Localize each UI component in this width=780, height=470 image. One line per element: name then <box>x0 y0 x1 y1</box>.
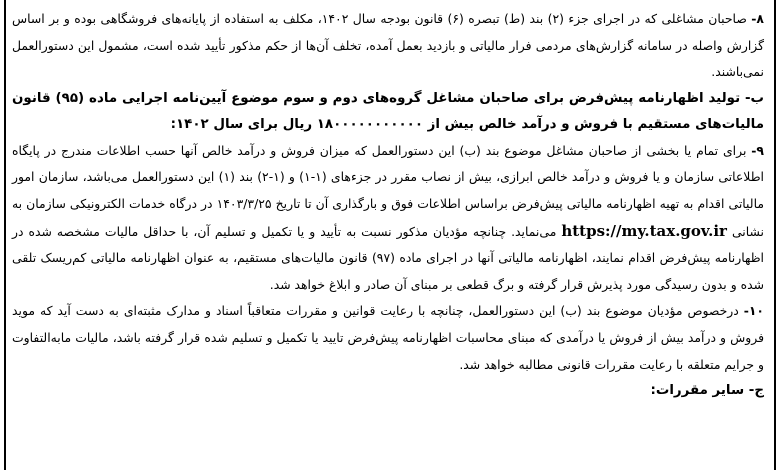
paragraph-8-text: صاحبان مشاغلی که در اجرای جزء (۲) بند (ط) تبصره (۶) قانون بودجه سال ۱۴۰۲، مکلف به استفاده از پایانه‌های فروشگاهی بوده و بر اساس گزارش واصله در سامانه گزارش‌های مردمی فرار مالیاتی و بازدید بعمل آمده، تخلف آن‌ها از حکم مذکور تأیید شده است، مشمول این دستورالعمل نمی‌باشند. <box>12 11 764 80</box>
section-b-heading: ب- تولید اظهارنامه پیش‌فرض برای صاحبان مشاغل گروه‌های دوم و سوم موضوع آیین‌نامه اجرایی ماده (۹۵) قانون مالیات‌های مستقیم با فروش و درآمد خالص بیش از ۱۸۰۰۰۰۰۰۰۰۰۰۰ ریال برای سال ۱۴۰۲: <box>12 90 765 132</box>
paragraph-8-number: ۸- <box>751 11 764 26</box>
tax-portal-url: https://my.tax.gov.ir <box>561 221 727 240</box>
paragraph-9-number: ۹- <box>751 142 764 158</box>
document-body <box>12 6 764 405</box>
paragraph-10 <box>12 298 764 378</box>
paragraph-9-text-after-url: می‌نماید. چنانچه مؤدیان مذکور نسبت به تأیید و یا تکمیل و تسلیم آن، با حداقل مالیات مشخصه شده در اظهارنامه پیش‌فرض اقدام نمایند، اظهارنامه مالیاتی آنها در اجرای ماده (۹۷) قانون مالیات‌های مستقیم، به عنوان اظهارنامه مالیاتی کم‌ریسک تلقی شده و بدون رسیدگی مورد پذیرش قرار گرفته و برگ قطعی بر مبنای آن صادر و ابلاغ خواهد شد. <box>12 223 764 292</box>
section-c-heading: ج- سایر مقررات: <box>650 383 764 399</box>
paragraph-9-text-before-url: برای تمام یا بخشی از صاحبان مشاغل موضوع بند (ب) این دستورالعمل که میزان فروش و درآمد خالص آنها حسب اطلاعات مندرج در پایگاه اطلاعاتی سازمان و یا فروش و درآمد خالص ابرازی، بیش از نصاب مقرر در جزءهای (۱-۱) و (۱-۲) بند (۱) این دستورالعمل می‌باشد، سازمان امور مالیاتی اقدام به تهیه اظهارنامه مالیاتی پیش‌فرض براساس اطلاعات فوق و بارگذاری آن تا تاریخ ۱۴۰۳/۳/۲۵ در درگاه خدمات الکترونیکی سازمان به نشانی <box>12 142 764 239</box>
paragraph-8 <box>12 6 764 86</box>
paragraph-9 <box>12 138 764 299</box>
paragraph-10-text: درخصوص مؤدیان موضوع بند (ب) این دستورالعمل، چنانچه با رعایت قوانین و مقررات متعاقباً اسناد و مدارک مثبته‌ای به دست آید که موید فروش و درآمد بیش از فروش یا درآمدی که مبنای محاسبات اظهارنامه پیش‌فرض تایید یا تکمیل و تسلیم شده قرار گرفته باشد، مالیات مابه‌التفاوت و جرایم متعلقه با رعایت مقررات قانونی مطالبه خواهد شد. <box>12 303 764 372</box>
paragraph-10-number: ۱۰- <box>743 303 764 319</box>
